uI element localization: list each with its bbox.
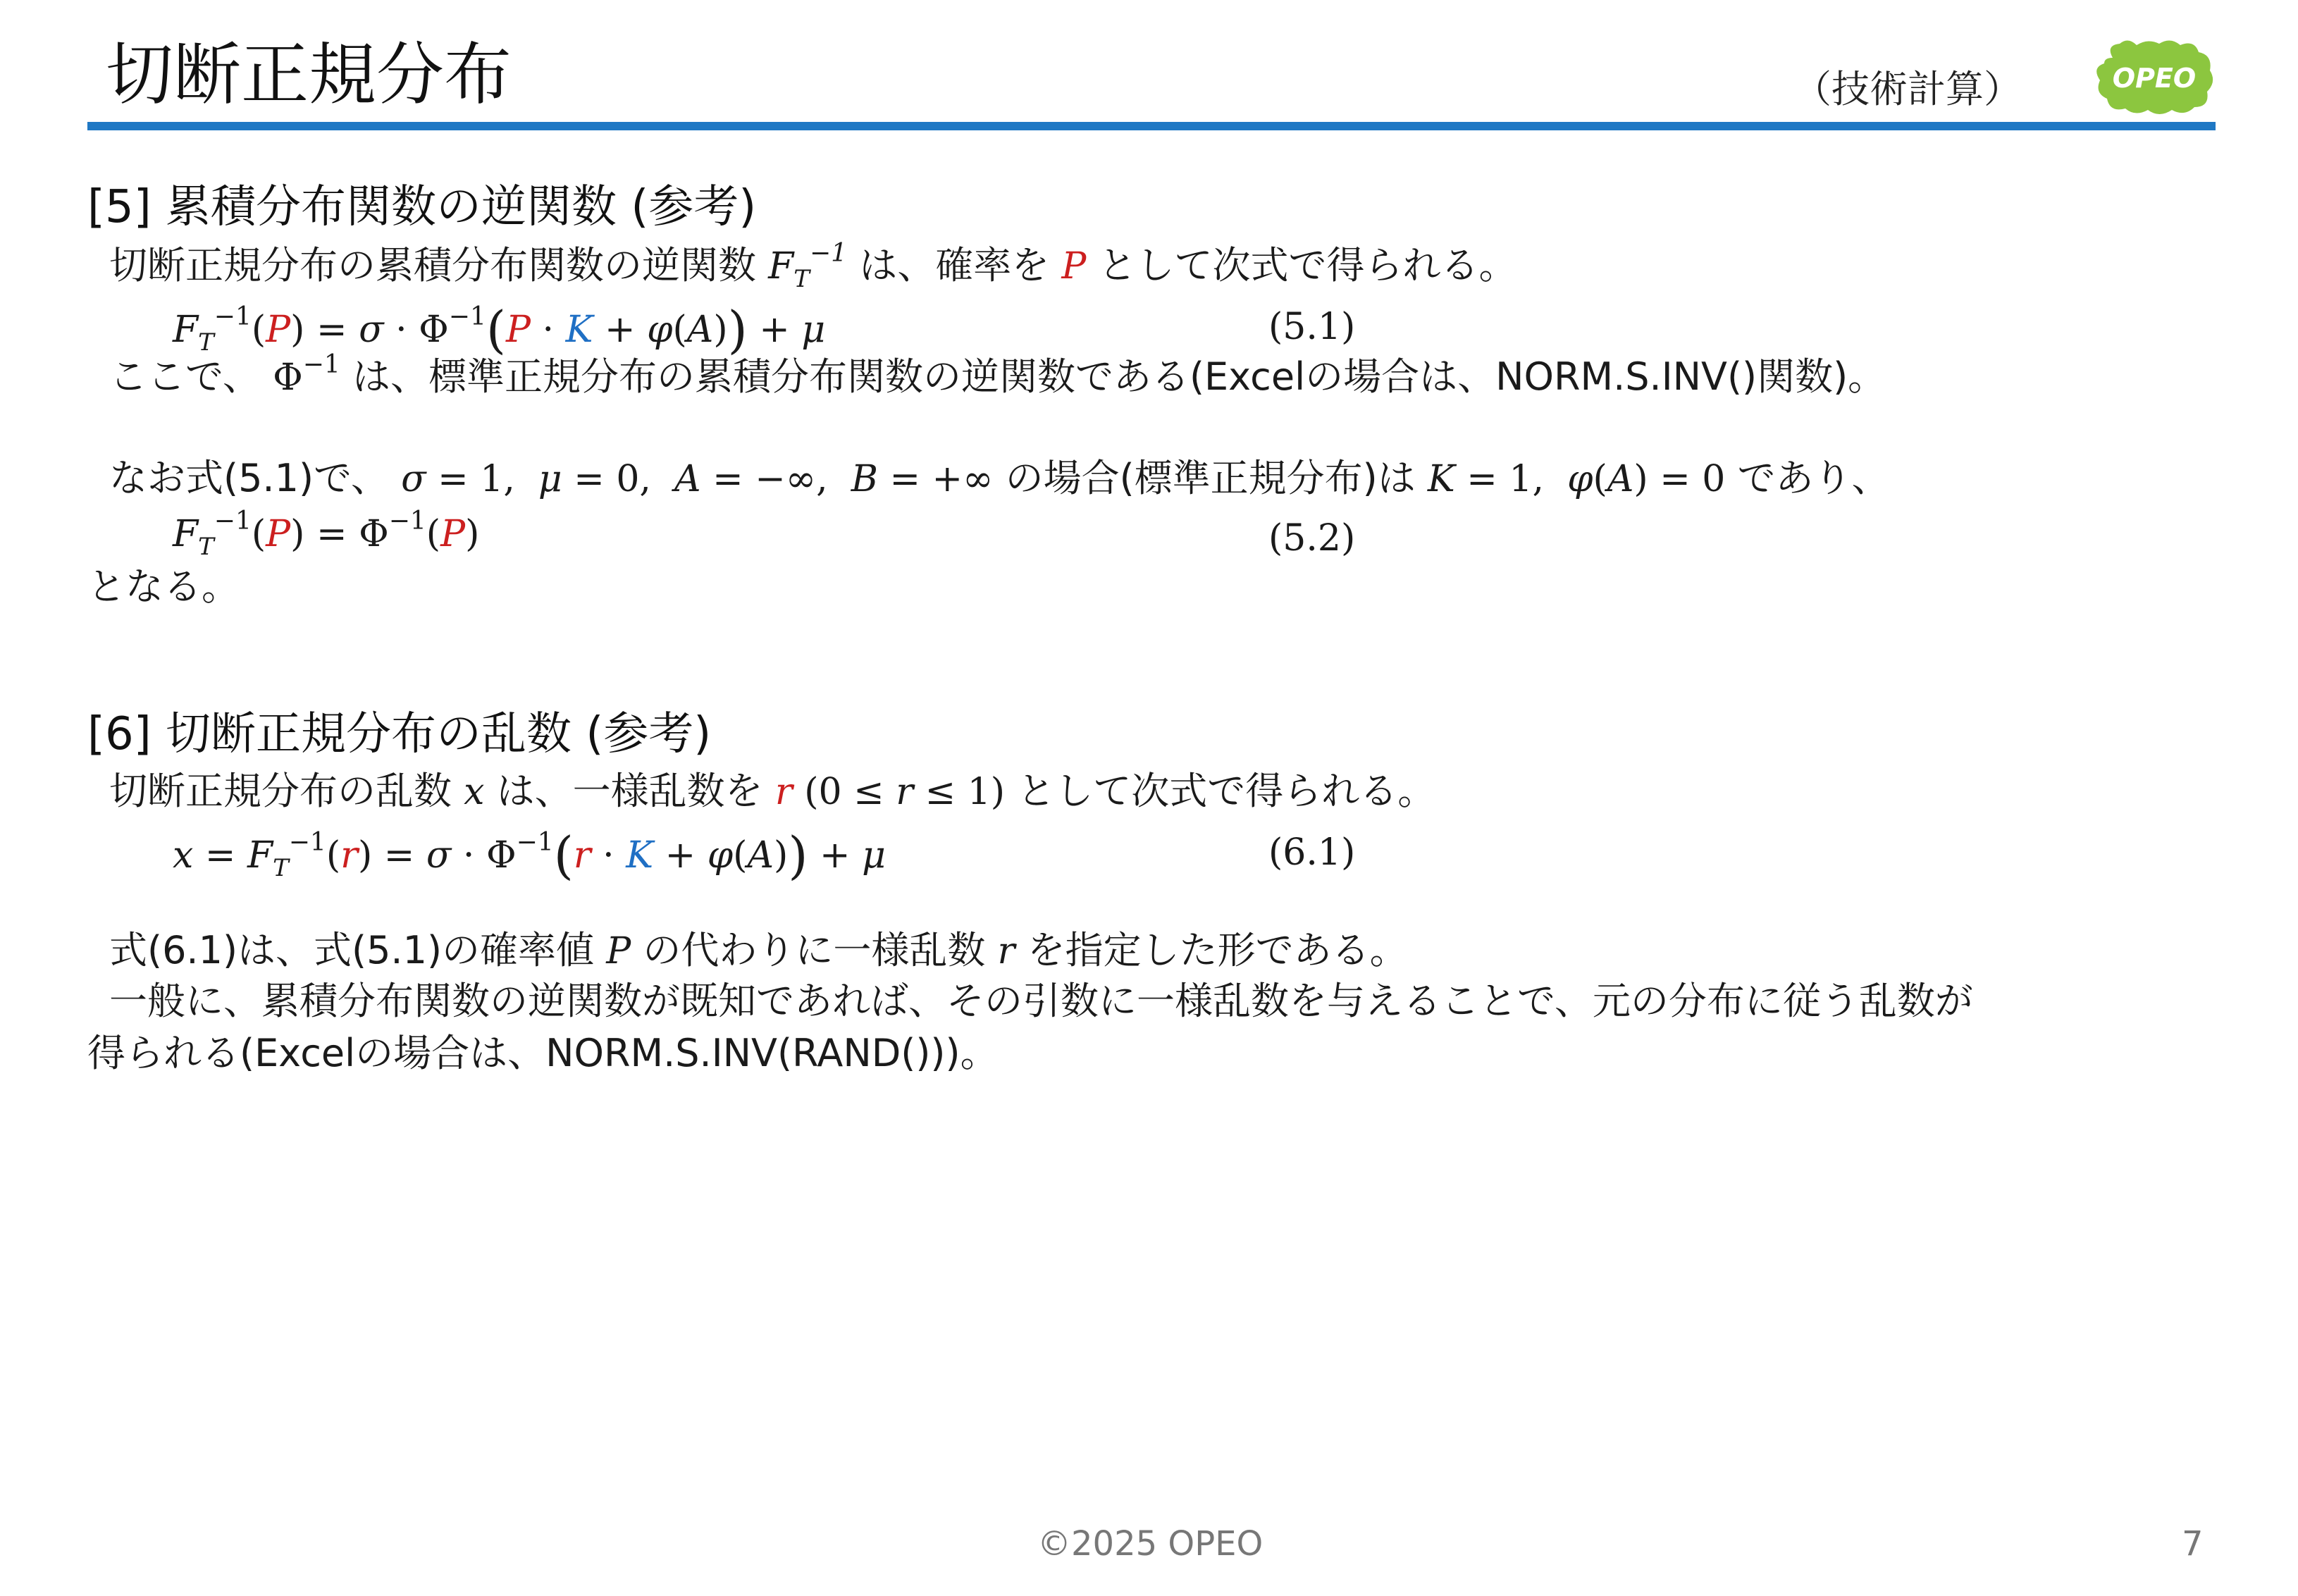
copyright-footer: ©2025 OPEO: [1037, 1524, 1264, 1564]
inverse-cdf-symbol: $F_T^{-1}$: [768, 239, 848, 293]
special-case-values: K = 1, φ(A) = 0: [1427, 458, 1726, 500]
probability-symbol: P: [1061, 245, 1087, 287]
section-6-intro: [109, 769, 1436, 813]
equation-6-1: $x = F_T^{-1}(r) = \sigma \cdot \Phi^{-1}(r \cdot K + \varphi(A)) + \mu$: [173, 826, 886, 885]
random-variable-symbol: x: [464, 771, 485, 813]
section-6-paragraph-1: [109, 928, 1408, 972]
section-6-intro-part1: 切断正規分布の乱数: [109, 769, 452, 813]
section-5-intro-part1: 切断正規分布の累積分布関数の逆関数: [109, 243, 756, 287]
section-6-intro-part2: は、一様乱数を: [496, 769, 763, 813]
section-5-heading: [5] 累積分布関数の逆関数 (参考): [87, 181, 757, 233]
section-5-note: [109, 350, 1886, 399]
section-5-note-part2: は、標準正規分布の累積分布関数の逆関数である(Excelの場合は、NORM.S.INV()関数)。: [352, 354, 1886, 399]
special-case-conditions: σ = 1, μ = 0, A = −∞, B = +∞: [401, 458, 994, 500]
special-case-part3: であり、: [1737, 456, 1890, 500]
opeo-logo: [2092, 37, 2217, 118]
probability-value-symbol: P: [606, 930, 631, 972]
paragraph-1-part1: 式(6.1)は、式(5.1)の確率値: [109, 928, 595, 972]
slide-title: 切断正規分布: [106, 35, 512, 114]
section-5-note-part1: ここで、: [109, 354, 261, 399]
paragraph-1-part2: の代わりに一様乱数: [643, 928, 986, 972]
special-case-part1: なお式(5.1)で、: [109, 456, 389, 500]
section-6-intro-part3: として次式で得られる。: [1017, 769, 1436, 813]
uniform-random-symbol-2: r: [997, 930, 1015, 972]
section-5-intro-part3: として次式で得られる。: [1098, 243, 1517, 287]
equation-5-1-number: (5.1): [1268, 306, 1356, 348]
section-5-intro: [109, 239, 1517, 293]
phi-inverse-symbol: $\Phi^{-1}$: [273, 350, 340, 399]
page-number: 7: [2182, 1524, 2204, 1564]
equation-5-2-number: (5.2): [1268, 517, 1356, 559]
header-rule: [87, 122, 2216, 130]
section-6-paragraph-2-line-1: 一般に、累積分布関数の逆関数が既知であれば、その引数に一様乱数を与えることで、元の分布に従う乱数が: [109, 979, 1973, 1023]
logo-text: OPEO: [2112, 63, 2197, 94]
equation-6-1-number: (6.1): [1268, 831, 1356, 874]
special-case-part2: の場合(標準正規分布)は: [1005, 456, 1416, 500]
section-5-special-case: [109, 456, 1890, 500]
section-6-heading: [6] 切断正規分布の乱数 (参考): [87, 708, 712, 760]
section-6-paragraph-2-line-2: 得られる(Excelの場合は、NORM.S.INV(RAND()))。: [87, 1031, 999, 1075]
paragraph-1-part3: を指定した形である。: [1027, 928, 1408, 972]
category-label: （技術計算）: [1793, 67, 2022, 111]
uniform-random-symbol: r (0 ≤ r ≤ 1): [774, 771, 1006, 813]
equation-5-1: $F_T^{-1}(P) = \sigma \cdot \Phi^{-1}(P \cdot K + \varphi(A)) + \mu$: [173, 300, 826, 359]
equation-5-2: $F_T^{-1}(P) = \Phi^{-1}(P)$: [173, 507, 480, 561]
section-5-intro-part2: は、確率を: [859, 243, 1050, 287]
section-5-conclusion: となる。: [87, 564, 240, 609]
